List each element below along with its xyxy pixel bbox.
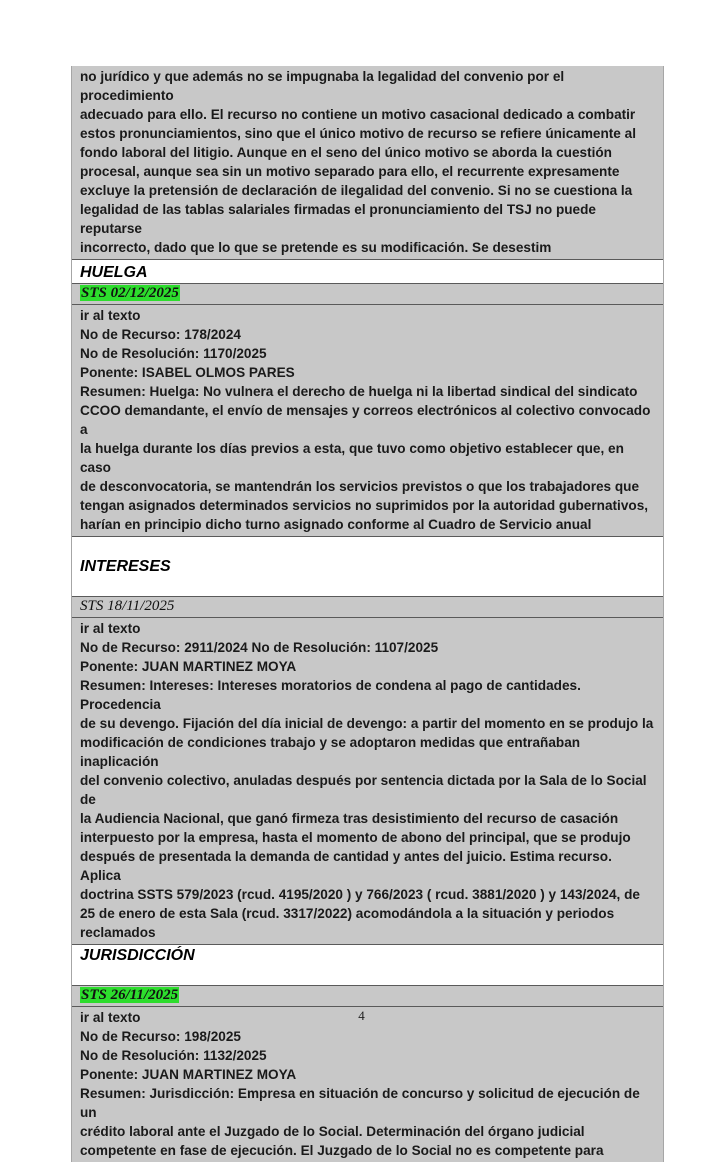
text-line: después de presentada la demanda de cantidad y antes del juicio. Estima recurso. Aplica <box>80 849 612 883</box>
text-line: competente en fase de ejecución. El Juzgado de lo Social no es competente para <box>80 1143 604 1158</box>
text-line: No de Recurso: 2911/2024 No de Resolución: 1107/2025 <box>80 640 439 655</box>
page-number: 4 <box>358 1008 365 1023</box>
sts-date: STS 18/11/2025 <box>80 598 175 614</box>
sts-date-highlight: STS 26/11/2025 <box>81 987 179 1003</box>
ir-al-texto-link[interactable]: ir al texto <box>80 621 141 636</box>
text-line: modificación de condiciones trabajo y se adoptaron medidas que entrañaban inaplicación <box>80 735 581 769</box>
ir-al-texto-link[interactable]: ir al texto <box>80 1010 141 1025</box>
text-line: la Audiencia Nacional, que ganó firmeza tras desistimiento del recurso de casación <box>80 811 619 826</box>
text-line: estos pronunciamientos, sino que el único motivo de recurso se refiere únicamente al <box>80 126 636 141</box>
text-line: excluye la pretensión de declaración de ilegalidad del convenio. Si no se cuestiona la <box>80 183 633 198</box>
text-line: reclamados <box>80 925 156 940</box>
sentence-block-huelga <box>72 305 663 536</box>
text-line: incorrecto, dado que lo que se pretende es su modificación. Se desestim <box>80 240 552 255</box>
ir-al-texto-link[interactable]: ir al texto <box>80 308 141 323</box>
text-line: No de Recurso: 198/2025 <box>80 1029 241 1044</box>
section-heading-intereses: INTERESES <box>72 536 663 597</box>
text-line: Ponente: JUAN MARTINEZ MOYA <box>80 659 297 674</box>
text-line: del convenio colectivo, anuladas después por sentencia dictada por la Sala de lo Social de <box>80 773 647 807</box>
sts-date-row <box>72 284 663 305</box>
text-line: No de Resolución: 1170/2025 <box>80 346 267 361</box>
text-line: harían en principio dicho turno asignado conforme al Cuadro de Servicio anual <box>80 517 592 532</box>
text-line: Resumen: Huelga: No vulnera el derecho de huelga ni la libertad sindical del sindicato <box>80 384 638 399</box>
text-line: Ponente: JUAN MARTINEZ MOYA <box>80 1067 297 1082</box>
sts-date-row <box>72 597 663 618</box>
text-line: no jurídico y que además no se impugnaba la legalidad del convenio por el procedimiento <box>80 69 565 103</box>
text-line: Resumen: Jurisdicción: Empresa en situación de concurso y solicitud de ejecución de un <box>80 1086 640 1120</box>
sentence-block-intereses <box>72 618 663 944</box>
text-line: adecuado para ello. El recurso no contiene un motivo casacional dedicado a combatir <box>80 107 636 122</box>
text-line: fondo laboral del litigio. Aunque en el seno del único motivo se aborda la cuestión <box>80 145 612 160</box>
text-line: Ponente: ISABEL OLMOS PARES <box>80 365 295 380</box>
text-line: tengan asignados determinados servicios no suprimidos por la autoridad gubernativos, <box>80 498 649 513</box>
sentence-block-jurisdiccion <box>72 1007 663 1162</box>
text-line: 25 de enero de esta Sala (rcud. 3317/2022) acomodándola a la situación y periodos <box>80 906 615 921</box>
text-line: legalidad de las tablas salariales firmadas el pronunciamiento del TSJ no puede reputarse <box>80 202 596 236</box>
sts-date-highlight: STS 02/12/2025 <box>81 285 179 301</box>
document-content <box>71 66 664 1162</box>
text-line: de desconvocatoria, se mantendrán los servicios previstos o que los trabajadores que <box>80 479 640 494</box>
sts-date-row <box>72 986 663 1007</box>
text-line: Resumen: Intereses: Intereses moratorios de condena al pago de cantidades. Procedencia <box>80 678 581 712</box>
text-line: la huelga durante los días previos a esta, que tuvo como objetivo establecer que, en caso <box>80 441 624 475</box>
text-line: interpuesto por la empresa, hasta el momento de abono del principal, que se produjo <box>80 830 631 845</box>
text-line: CCOO demandante, el envío de mensajes y correos electrónicos al colectivo convocado a <box>80 403 651 437</box>
text-line: crédito laboral ante el Juzgado de lo Social. Determinación del órgano judicial <box>80 1124 585 1139</box>
text-line: No de Resolución: 1132/2025 <box>80 1048 267 1063</box>
text-line: doctrina SSTS 579/2023 (rcud. 4195/2020 ) y 766/2023 ( rcud. 3881/2020 ) y 143/2024, de <box>80 887 640 902</box>
text-line: No de Recurso: 178/2024 <box>80 327 241 342</box>
text-line: procesal, aunque sea sin un motivo separado para ello, el recurrente expresamente <box>80 164 620 179</box>
top-text-block <box>72 66 663 259</box>
text-line: de su devengo. Fijación del día inicial de devengo: a partir del momento en se produjo la <box>80 716 654 731</box>
section-heading-huelga: HUELGA <box>72 259 663 284</box>
section-heading-jurisdiccion: JURISDICCIÓN <box>72 944 663 986</box>
